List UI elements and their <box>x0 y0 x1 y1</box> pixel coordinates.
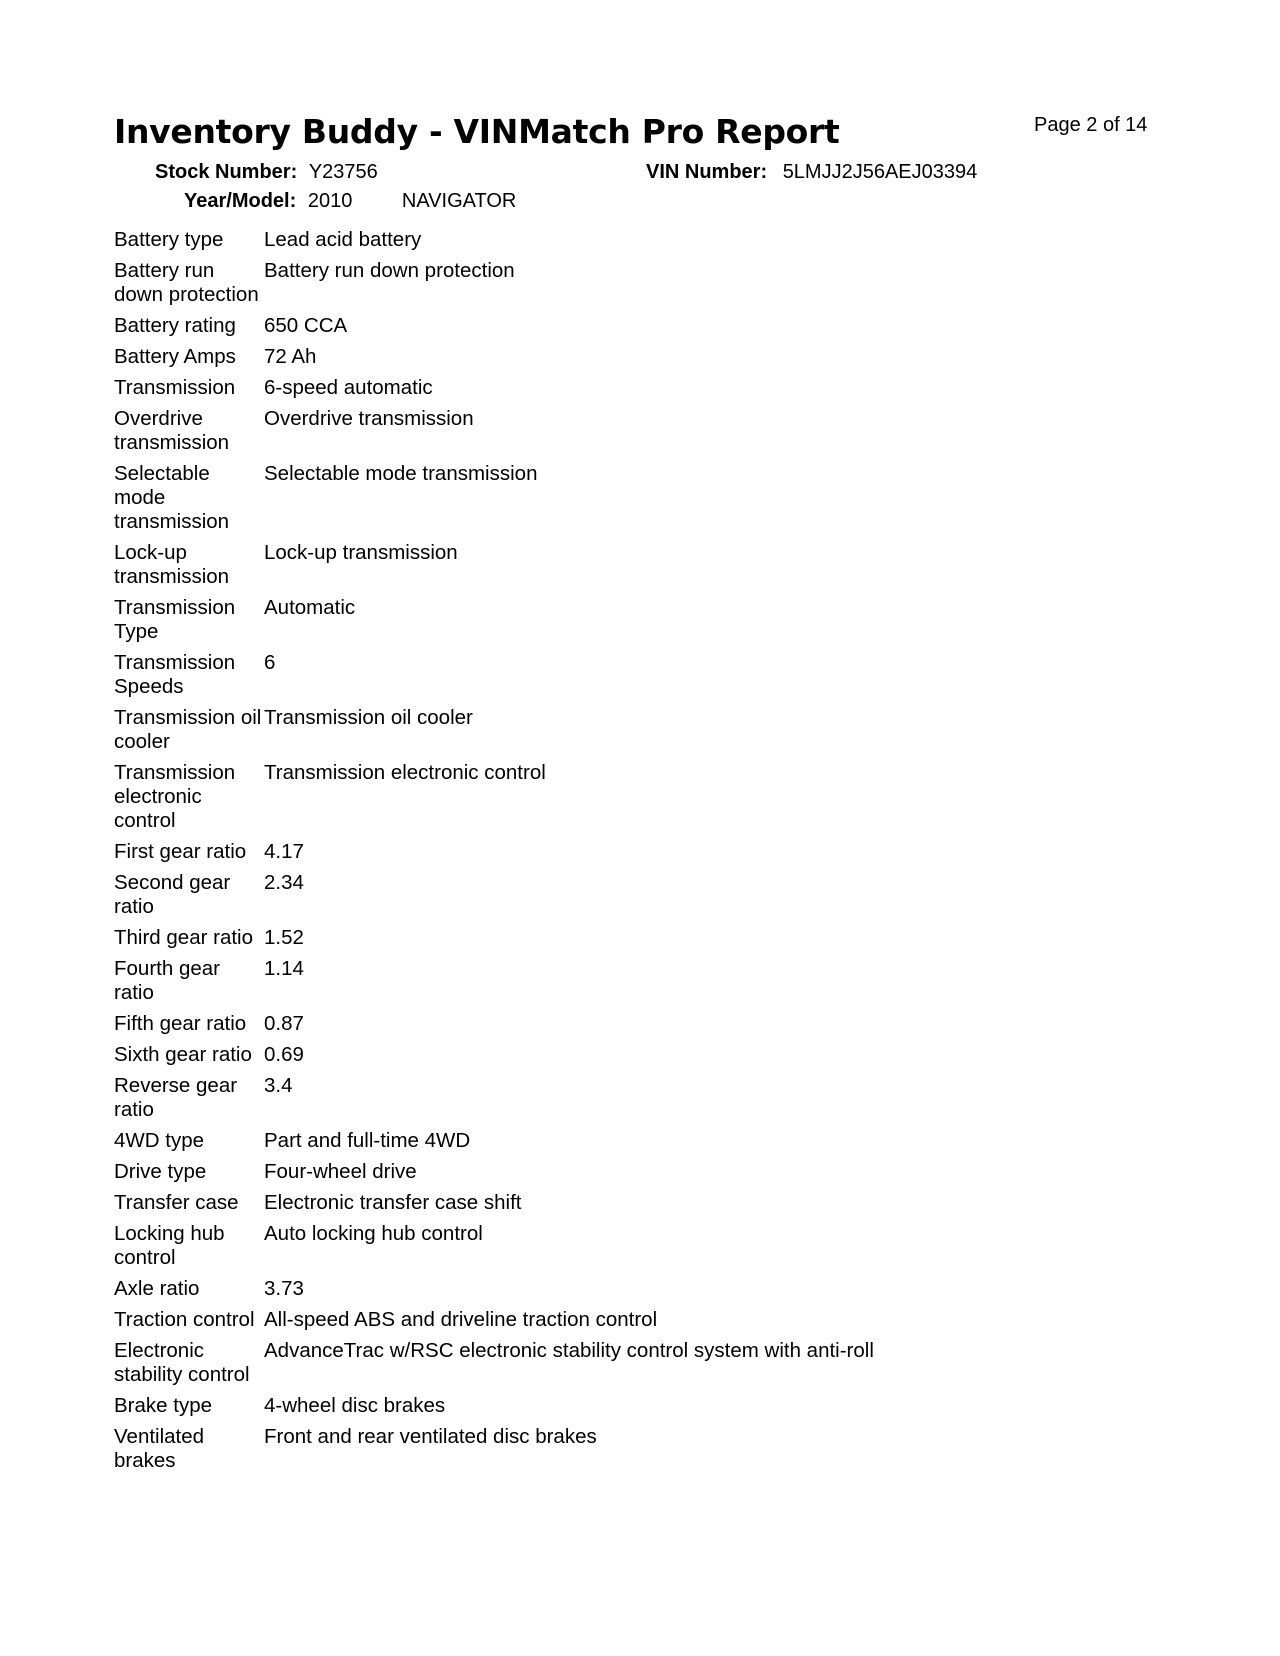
spec-value: 72 Ah <box>264 345 317 368</box>
spec-row <box>114 1074 874 1129</box>
spec-name: Fourth gear ratio <box>114 957 220 1004</box>
spec-row <box>114 1043 874 1074</box>
spec-value: 0.87 <box>264 1012 304 1035</box>
spec-name: Brake type <box>114 1394 212 1417</box>
spec-value: 3.4 <box>264 1074 293 1097</box>
spec-row <box>114 1308 874 1339</box>
spec-row <box>114 761 874 840</box>
spec-name: 4WD type <box>114 1129 204 1152</box>
spec-value: Front and rear ventilated disc brakes <box>264 1425 597 1448</box>
spec-name: Battery type <box>114 228 224 251</box>
spec-row <box>114 541 874 596</box>
spec-row <box>114 314 874 345</box>
spec-row <box>114 596 874 651</box>
spec-name: Sixth gear ratio <box>114 1043 252 1066</box>
spec-name: Locking hub control <box>114 1222 225 1269</box>
stock-number-label: Stock Number: <box>155 161 298 183</box>
spec-value: 1.52 <box>264 926 304 949</box>
spec-row <box>114 228 874 259</box>
spec-row <box>114 376 874 407</box>
spec-row <box>114 957 874 1012</box>
spec-name: Fifth gear ratio <box>114 1012 247 1035</box>
spec-value: 4.17 <box>264 840 304 863</box>
spec-row <box>114 259 874 314</box>
spec-value: 1.14 <box>264 957 304 980</box>
spec-value: Four-wheel drive <box>264 1160 417 1183</box>
year-value: 2010 <box>307 190 353 212</box>
stock-number-value: Y23756 <box>308 161 378 183</box>
spec-name: Axle ratio <box>114 1277 200 1300</box>
spec-row <box>114 651 874 706</box>
spec-value: 0.69 <box>264 1043 304 1066</box>
spec-value: Selectable mode transmission <box>264 462 538 485</box>
spec-row <box>114 1129 874 1160</box>
spec-name: Drive type <box>114 1160 207 1183</box>
spec-value: Overdrive transmission <box>264 407 474 430</box>
spec-value: Transmission oil cooler <box>264 706 473 729</box>
page-number: Page 2 of 14 <box>1034 114 1148 136</box>
stock-number-row <box>155 161 378 184</box>
spec-name: Selectable mode transmission <box>114 462 230 533</box>
model-value: NAVIGATOR <box>401 190 517 212</box>
spec-row <box>114 840 874 871</box>
spec-value: Battery run down protection <box>264 259 515 282</box>
spec-name: Transfer case <box>114 1191 239 1214</box>
report-title: Inventory Buddy - VINMatch Pro Report <box>114 112 840 151</box>
year-model-row <box>184 190 516 213</box>
spec-row <box>114 706 874 761</box>
spec-row <box>114 407 874 462</box>
spec-row <box>114 1394 874 1425</box>
spec-value: All-speed ABS and driveline traction control <box>264 1308 658 1331</box>
spec-value: Transmission electronic control <box>264 761 546 784</box>
spec-value: 3.73 <box>264 1277 304 1300</box>
spec-name: Overdrive transmission <box>114 407 230 454</box>
spec-row <box>114 1277 874 1308</box>
spec-row <box>114 871 874 926</box>
spec-row <box>114 1425 874 1480</box>
spec-name: First gear ratio <box>114 840 247 863</box>
spec-row <box>114 1160 874 1191</box>
spec-value: 6-speed automatic <box>264 376 433 399</box>
spec-table <box>114 228 874 1480</box>
spec-value: Automatic <box>264 596 356 619</box>
spec-name: Second gear ratio <box>114 871 231 918</box>
year-model-label: Year/Model: <box>184 190 297 212</box>
spec-row <box>114 1339 874 1394</box>
spec-value: Auto locking hub control <box>264 1222 483 1245</box>
spec-value: Lock-up transmission <box>264 541 458 564</box>
vin-number-row <box>646 161 977 184</box>
spec-name: Transmission Speeds <box>114 651 236 698</box>
spec-value: Electronic transfer case shift <box>264 1191 522 1214</box>
spec-row <box>114 462 874 541</box>
vin-number-label: VIN Number: <box>646 161 768 183</box>
spec-row <box>114 926 874 957</box>
spec-row <box>114 345 874 376</box>
spec-value: 6 <box>264 651 276 674</box>
spec-name: Ventilated brakes <box>114 1425 205 1472</box>
spec-name: Lock-up transmission <box>114 541 230 588</box>
spec-row <box>114 1222 874 1277</box>
spec-name: Electronic stability control <box>114 1339 250 1386</box>
spec-value: Part and full-time 4WD <box>264 1129 471 1152</box>
spec-value: 4-wheel disc brakes <box>264 1394 446 1417</box>
spec-row <box>114 1012 874 1043</box>
spec-name: Battery Amps <box>114 345 236 368</box>
spec-name: Transmission electronic control <box>114 761 236 832</box>
spec-row <box>114 1191 874 1222</box>
spec-name: Reverse gear ratio <box>114 1074 238 1121</box>
spec-value: AdvanceTrac w/RSC electronic stability control system with anti-roll <box>264 1339 874 1362</box>
spec-value: 650 CCA <box>264 314 348 337</box>
vin-number-value: 5LMJJ2J56AEJ03394 <box>782 161 978 183</box>
spec-value: 2.34 <box>264 871 304 894</box>
spec-name: Transmission Type <box>114 596 236 643</box>
spec-name: Traction control <box>114 1308 255 1331</box>
spec-name: Transmission <box>114 376 236 399</box>
spec-name: Battery rating <box>114 314 236 337</box>
spec-name: Transmission oil cooler <box>114 706 262 753</box>
spec-value: Lead acid battery <box>264 228 422 251</box>
spec-name: Third gear ratio <box>114 926 254 949</box>
spec-name: Battery run down protection <box>114 259 259 306</box>
